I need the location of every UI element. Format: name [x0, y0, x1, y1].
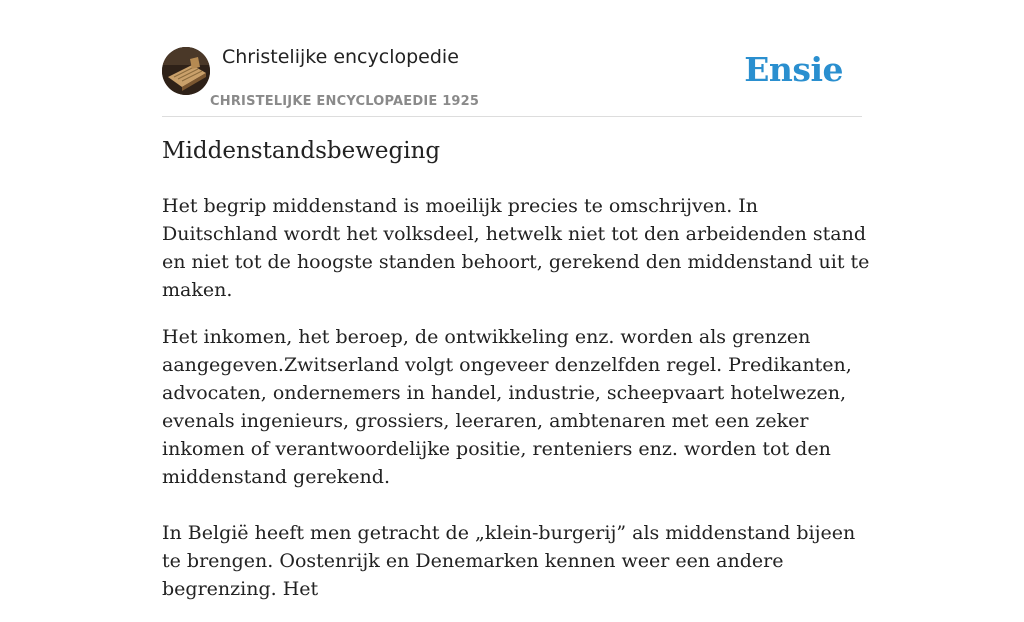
article-paragraph: In België heeft men getracht de „klein-burgerij” als middenstand bijeen te brengen. Oostenrijk en Denemarken kennen weer een andere begrenzing. Het [162, 522, 856, 600]
site-header [162, 0, 862, 117]
brand-logo[interactable]: Ensie [744, 50, 843, 89]
site-name[interactable]: Christelijke encyclopedie [222, 46, 459, 68]
book-avatar-icon[interactable] [162, 47, 210, 95]
article-title: Middenstandsbeweging [162, 138, 441, 164]
article-body [162, 192, 872, 622]
page-content [162, 0, 870, 600]
article-paragraph: Het inkomen, het beroep, de ontwikkeling enz. worden als grenzen aangegeven.Zwitserland volgt ongeveer denzelfden regel. Predikanten, advocaten, ondernemers in handel, industrie, scheepvaart hotelwezen, evenals ingenieurs, grossiers, leeraren, ambtenaren met een zeker inkomen of verantwoordelijke positie, renteniers enz. worden tot den middenstand gerekend. [162, 326, 852, 488]
article-paragraph: Het begrip middenstand is moeilijk precies te omschrijven. In Duitschland wordt het volksdeel, hetwelk niet tot den arbeidenden stand en niet tot de hoogste standen behoort, gerekend den middenstand uit te maken. [162, 195, 870, 301]
site-subtitle[interactable]: CHRISTELIJKE ENCYCLOPAEDIE 1925 [210, 94, 480, 109]
